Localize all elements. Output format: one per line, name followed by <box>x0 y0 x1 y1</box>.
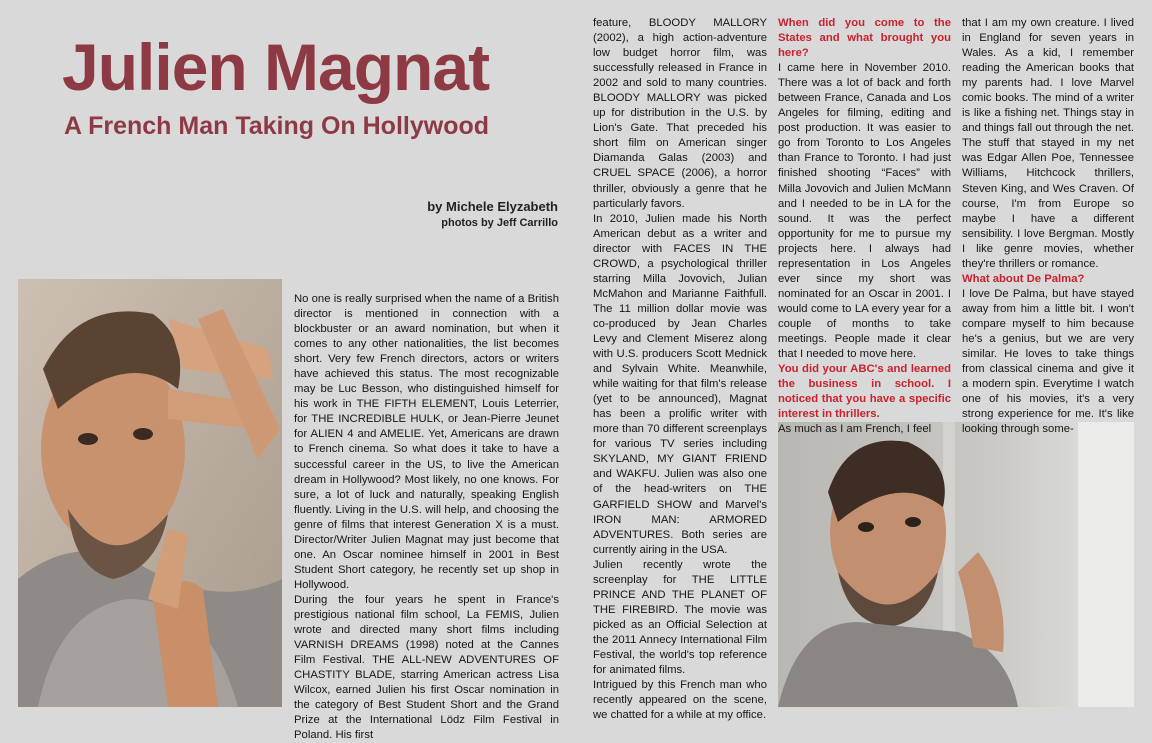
interview-answer: I love De Palma, but have stayed away from him a little bit. I won't compare myself to him because he's a genius, but we are very similar. He loves to take things from classical cinema and give it a modern spin. Everytime I watch one of his movies, it's a very strong experience for me. It's like looking through some- <box>962 287 1134 436</box>
portrait-photo-framing-hands <box>18 279 282 707</box>
interview-answer: I came here in November 2010. There was a lot of back and forth between France, Canada and Los Angeles for filming, editing and post production. It was easier to go from Toronto to Los Angeles than France to Toronto. I had just finished shooting “Faces” with Milla Jovovich and Julien McMann and I needed to be in LA for the sound. It was the perfect opportunity for me to pursue my projects here. I always had representation in Los Angeles ever since my short was nominated for an Oscar in 2001. I would come to LA every year for a couple of months to take meetings. People made it clear that I needed to move here. <box>778 62 951 361</box>
interview-answer: that I am my own creature. I lived in England for seven years in Wales. As a kid, I remember reading the American books that my parents had. I love Marvel comic books. The mind of a writer is like a fishing net. Things stay in and things fall out through the net. The stuff that stayed in my net was Edgar Allen Poe, Tennessee Williams, Hitchcock thrillers, Steven King, and Wes Craven. Of course, I'm from Europe so maybe I have a different sensibility. I love Bergman. Mostly I like genre movies, whether they're thrillers or romance. <box>962 17 1134 270</box>
article-subtitle: A French Man Taking On Hollywood <box>64 112 490 140</box>
article-column-4 <box>962 16 1134 436</box>
paragraph: In 2010, Julien made his North American debut as a writer and director with FACES IN THE CROWD, a psychological thriller starring Milla Jovovich, Julian McMahon and Marianne Faithfull. The 11 million dollar movie was co-produced by Jean Charles Levy and Clement Miserez along with U.S. producers Scott Mednick and Sylvain White. Meanwhile, while waiting for that film's release (yet to be announced), Magnat has been a prolific writer with more than 70 different screenplays for various TV series including SKYLAND, MY GIANT FRIEND and WAKFU. Julien was also one of the head-writers on THE GARFIELD SHOW and Marvel's IRON MAN: ARMORED ADVENTURES. Both series are currently airing in the USA. <box>593 212 767 556</box>
portrait-photo-window <box>778 422 1134 707</box>
paragraph: During the four years he spent in France's prestigious national film school, La FEMIS, Julien wrote and directed many short films including VARNISH DREAMS (1998) noted at the Cannes Film Festival. THE ALL-NEW ADVENTURES OF CHASTITY BLADE, starring American actress Lisa Wilcox, earned Julien his first Oscar nomination in the category of Best Student Short and the Grand Prize at the International Lödz Film Festival in Poland. His first <box>294 593 559 742</box>
interview-question: What about De Palma? <box>962 272 1085 285</box>
paragraph: Julien recently wrote the screenplay for THE LITTLE PRINCE AND THE PLANET OF THE FIREBIRD. The movie was picked as an Official Selection at the 2011 Annecy International Film Festival, the world's top reference for animated films. <box>593 558 767 677</box>
interview-answer: As much as I am French, I feel <box>778 423 932 436</box>
paragraph: No one is really surprised when the name of a British director is mentioned in connection with a blockbuster or an award nomination, but when it comes to any other nationalities, the list becomes short. Very few French directors, actors or writers have achieved this status. The most recognizable may be Luc Besson, who distinguished himself for his work in THE FIFTH ELEMENT, Louis Leterrier, for THE INCREDIBLE HULK, or Jean-Pierre Jeunet for ALIEN 4 and AMELIE. Yet, Americans are drawn to French cinema. So what does it take to have a successful career in the US, to live the American dream in Hollywood? Most likely, no one knows. For sure, a lot of luck and naturally, speaking English fluently. Living in the U.S. will help, and choosing the genre of films that interest Generation X is a must. Director/Writer Julien Magnat may just become that one. An Oscar nominee himself in 2001 in Best Student Short category, he recently set up shop in Hollywood. <box>294 293 559 591</box>
byline <box>427 198 558 230</box>
article-column-3 <box>778 16 951 436</box>
interview-question: You did your ABC's and learned the business in school. I noticed that you have a specific interest in thrillers. <box>778 363 951 421</box>
paragraph: Intrigued by this French man who recently appeared on the scene, we chatted for a while at my office. <box>593 679 767 722</box>
paragraph: feature, BLOODY MALLORY (2002), a high action-adventure low budget horror film, was successfully released in France in 2002 and sold to many countries. BLOODY MALLORY was picked up for distribution in the U.S. by Lion's Gate. That preceded his short film on American singer Diamanda Galas (2003) and CRUEL SPACE (2006), a horror thriller, obviously a genre that he particularly favors. <box>593 17 767 210</box>
photo-credit: photos by Jeff Carrillo <box>441 217 558 229</box>
article-column-1 <box>294 292 559 742</box>
article-column-2 <box>593 16 767 720</box>
author-credit: by Michele Elyzabeth <box>427 199 558 214</box>
interview-question: When did you come to the States and what brought you here? <box>778 17 951 60</box>
article-title: Julien Magnat <box>62 30 490 104</box>
